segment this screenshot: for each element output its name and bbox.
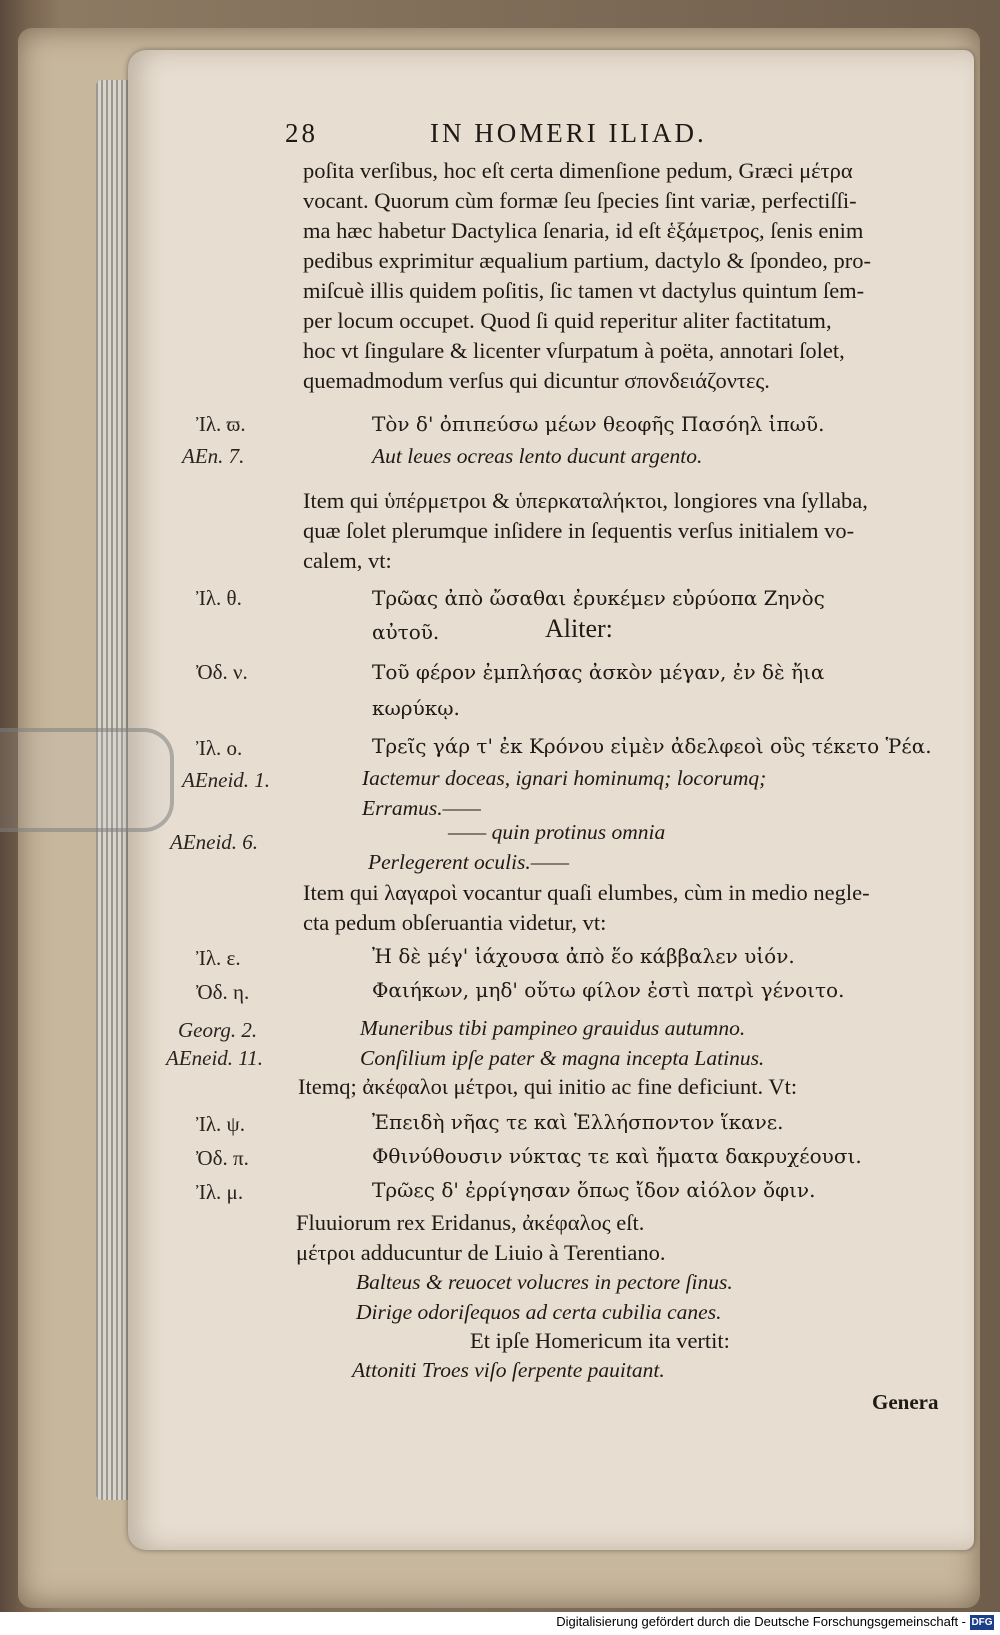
text-line: Item qui ὑπέρμετροι & ὑπερκαταλήκτοι, longiores vna ſyllaba, xyxy=(303,488,868,513)
greek-verse: Τοῦ φέρον ἐμπλήσας ἀσκὸν μέγαν, ἐν δὲ ἤια xyxy=(372,660,825,684)
greek-verse: κωρύκῳ. xyxy=(372,696,460,720)
margin-reference: Ἰλ. μ. xyxy=(196,1180,244,1204)
text-line: ma hæc habetur Dactylica ſenaria, id eſt ἑξάμετρος, ſenis enim xyxy=(303,218,864,243)
latin-verse: Attoniti Troes viſo ſerpente pauitant. xyxy=(352,1358,665,1382)
margin-reference: Ἰλ. ϖ. xyxy=(196,412,246,436)
text-line: Item qui λαγαροὶ vocantur quaſi elumbes, cùm in medio negle- xyxy=(303,880,870,905)
margin-reference: AEn. 7. xyxy=(182,444,245,468)
greek-verse: Φαιήκων, μηδ' οὕτω φίλον ἐστὶ πατρὶ γένοιτο. xyxy=(372,978,845,1002)
margin-reference: Ἰλ. ε. xyxy=(196,946,241,970)
margin-reference: Georg. 2. xyxy=(178,1018,258,1042)
margin-reference: Ἰλ. θ. xyxy=(196,586,242,610)
text-line: quæ ſolet plerumque inſidere in ſequentis verſus initialem vo- xyxy=(303,518,855,543)
latin-verse: Balteus & reuocet volucres in pectore ſinus. xyxy=(356,1270,733,1294)
latin-verse: —— quin protinus omnia xyxy=(448,820,666,844)
margin-reference: AEneid. 11. xyxy=(166,1046,264,1070)
text-line: hoc vt ſingulare & licenter vſurpatum à poëta, annotari ſolet, xyxy=(303,338,845,363)
margin-reference: Ὀδ. π. xyxy=(196,1146,249,1170)
latin-verse: Erramus.—— xyxy=(362,796,481,820)
margin-reference: AEneid. 1. xyxy=(182,768,271,792)
greek-verse: Τὸν δ' ὀπιπεύσω μέων θεοφῆς Πασόηλ ἱπωῦ. xyxy=(372,412,825,436)
greek-verse: αὐτοῦ. xyxy=(372,620,440,644)
margin-reference: Ἰλ. ο. xyxy=(196,736,243,760)
text-line: μέτροι adducuntur de Liuio à Terentiano. xyxy=(296,1240,666,1265)
text-line: miſcuè illis quidem poſitis, ſic tamen vt dactylus quintum ſem- xyxy=(303,278,865,303)
book-page xyxy=(128,50,974,1550)
text-line: pedibus exprimitur æqualium partium, dactylo & ſpondeo, pro- xyxy=(303,248,872,273)
page-number: 28 xyxy=(285,118,318,148)
text-line: calem, vt: xyxy=(303,548,392,573)
greek-verse: Τρῶες δ' ἐρρίγησαν ὅπως ἴδον αἰόλον ὄφιν. xyxy=(372,1178,816,1202)
margin-reference: Ὀδ. ν. xyxy=(196,660,248,684)
margin-reference: Ὀδ. η. xyxy=(196,980,250,1004)
greek-verse: Τρῶας ἀπὸ ὤσαθαι ἐρυκέμεν εὐρύοπα Ζηνὸς xyxy=(372,586,825,610)
text-line: Fluuiorum rex Eridanus, ἀκέφαλος eſt. xyxy=(296,1210,645,1235)
text-line: vocant. Quorum cùm formæ ſeu ſpecies ſint variæ, perfectiſſi- xyxy=(303,188,857,213)
latin-verse: Dirige odoriſequos ad certa cubilia canes. xyxy=(356,1300,722,1324)
latin-verse: Muneribus tibi pampineo grauidus autumno. xyxy=(360,1016,746,1040)
greek-verse: Ἐπειδὴ νῆας τε καὶ Ἑλλήσποντον ἵκανε. xyxy=(372,1110,784,1134)
latin-verse: Perlegerent oculis.—— xyxy=(368,850,570,874)
margin-reference: Ἰλ. ψ. xyxy=(196,1112,245,1136)
latin-verse: Conſilium ipſe pater & magna incepta Latinus. xyxy=(360,1046,765,1070)
running-head: IN HOMERI ILIAD. xyxy=(430,118,707,148)
text-line: per locum occupet. Quod ſi quid reperitur aliter factitatum, xyxy=(303,308,832,333)
greek-verse: Ἠ δὲ μέγ' ἰάχουσα ἀπὸ ἕο κάββαλεν υἱόν. xyxy=(372,944,795,968)
greek-verse: Φθινύθουσιν νύκτας τε καὶ ἤματα δακρυχέουσι. xyxy=(372,1144,862,1168)
greek-verse: Τρεῖς γάρ τ' ἐκ Κρόνου εἰμὲν ἀδελφεοὶ οὓς τέκετο Ῥέα. xyxy=(372,734,932,758)
text-line: quemadmodum verſus qui dicuntur σπονδειάζοντες. xyxy=(303,368,770,393)
latin-verse: Iactemur doceas, ignari hominumq; locorumq; xyxy=(362,766,767,790)
text-line: Et ipſe Homericum ita vertit: xyxy=(470,1328,730,1353)
text-line: poſita verſibus, hoc eſt certa dimenſione pedum, Græci μέτρα xyxy=(303,158,853,183)
latin-verse: Aut leues ocreas lento ducunt argento. xyxy=(372,444,703,468)
text-line: Itemq; ἀκέφαλοι μέτροι, qui initio ac fine deficiunt. Vt: xyxy=(298,1074,798,1099)
page-clip xyxy=(0,728,174,832)
footer-credit: Digitalisierung gefördert durch die Deutsche Forschungsgemeinschaft - xyxy=(556,1614,966,1629)
margin-reference: AEneid. 6. xyxy=(170,830,259,854)
text-line: cta pedum obſeruantia videtur, vt: xyxy=(303,910,607,935)
catchword: Genera xyxy=(872,1390,939,1414)
aliter-label: Aliter: xyxy=(545,614,613,643)
dfg-logo: DFG xyxy=(971,1617,993,1628)
